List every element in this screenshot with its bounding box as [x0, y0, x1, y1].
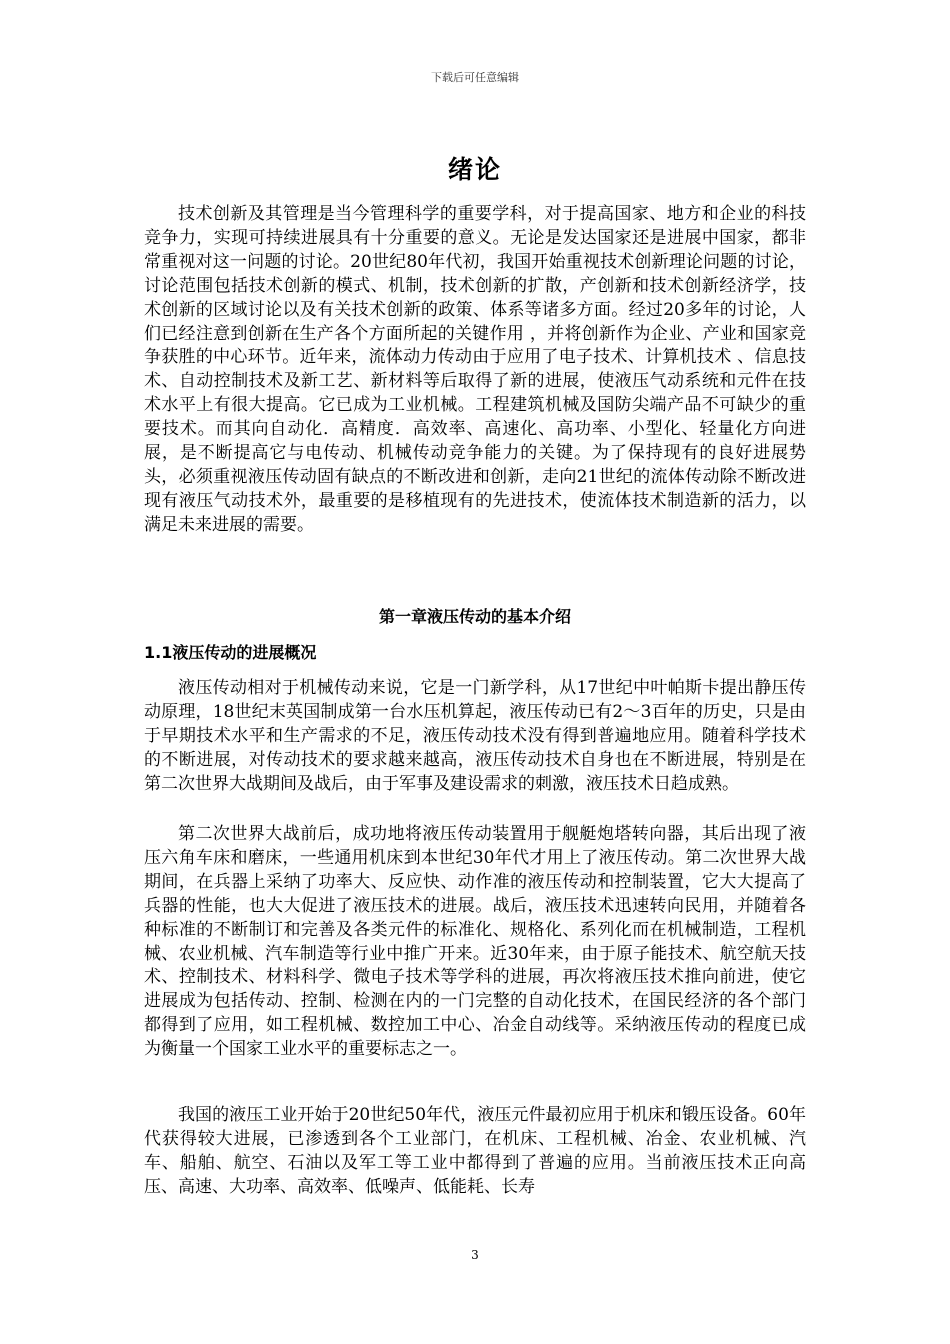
intro-paragraph: 技术创新及其管理是当今管理科学的重要学科，对于提高国家、地方和企业的科技竞争力，实现可持续进展具有十分重要的意义。无论是发达国家还是进展中国家，都非常重视对这一问题的讨论。20世纪80年代初，我国开始重视技术创新理论问题的讨论，讨论范围包括技术创新的模式、机制，技术创新的扩散，产创新和技术创新经济学，技术创新的区域讨论以及有关技术创新的政策、体系等诸多方面。经过20多年的讨论，人们已经注意到创新在生产各个方面所起的关键作用 ，并将创新作为企业、产业和国家竞争获胜的中心环节。近年来，流体动力传动由于应用了电子技术、计算机技术 、信息技术、自动控制技术及新工艺、新材料等后取得了新的进展，使液压气动系统和元件在技术水平上有很大提高。它已成为工业机械。工程建筑机械及国防尖端产品不可缺少的重要技术。而其向自动化．高精度．高效率、高速化、高功率、小型化、轻量化方向进展，是不断提高它与电传动、机械传动竞争能力的关键。为了保持现有的良好进展势头，必须重视液压传动固有缺点的不断改进和创新，走向21世纪的流体传动除不断改进现有液压气动技术外，最重要的是移植现有的先进技术，使流体技术制造新的活力，以满足未来进展的需要。: [144, 204, 806, 535]
body-paragraph: 液压传动相对于机械传动来说，它是一门新学科，从17世纪中叶帕斯卡提出静压传动原理，18世纪末英国制成第一台水压机算起，液压传动已有2～3百年的历史，只是由于早期技术水平和生产需求的不足，液压传动技术没有得到普遍地应用。随着科学技术的不断进展，对传动技术的要求越来越高，液压传动技术自身也在不断进展，特别是在第二次世界大战期间及战后，由于军事及建设需求的刺激，液压技术日趋成熟。: [144, 678, 806, 794]
body-paragraph: 我国的液压工业开始于20世纪50年代，液压元件最初应用于机床和锻压设备。60年代获得较大进展，已渗透到各个工业部门，在机床、工程机械、冶金、农业机械、汽车、船舶、航空、石油以及军工等工业中都得到了普遍的应用。当前液压技术正向高压、高速、大功率、高效率、低噪声、低能耗、长寿: [144, 1105, 806, 1197]
chapter-heading: 第一章液压传动的基本介绍: [378, 607, 571, 626]
section-heading: 1.1液压传动的进展概况: [144, 643, 317, 662]
page-number: 3: [471, 1248, 479, 1262]
body-paragraph: 第二次世界大战前后，成功地将液压传动装置用于舰艇炮塔转向器，其后出现了液压六角车床和磨床，一些通用机床到本世纪30年代才用上了液压传动。第二次世界大战期间，在兵器上采纳了功率大、反应快、动作准的液压传动和控制装置，它大大提高了兵器的性能，也大大促进了液压技术的进展。战后，液压技术迅速转向民用，并随着各种标准的不断制订和完善及各类元件的标准化、规格化、系列化而在机械制造，工程机械、农业机械、汽车制造等行业中推广开来。近30年来，由于原子能技术、航空航天技术、控制技术、材料科学、微电子技术等学科的进展，再次将液压技术推向前进，使它进展成为包括传动、控制、检测在内的一门完整的自动化技术，在国民经济的各个部门都得到了应用，如工程机械、数控加工中心、冶金自动线等。采纳液压传动的程度已成为衡量一个国家工业水平的重要标志之一。: [144, 824, 806, 1060]
page-header: 下载后可任意编辑: [431, 71, 519, 84]
page-title: 绪论: [447, 155, 502, 184]
